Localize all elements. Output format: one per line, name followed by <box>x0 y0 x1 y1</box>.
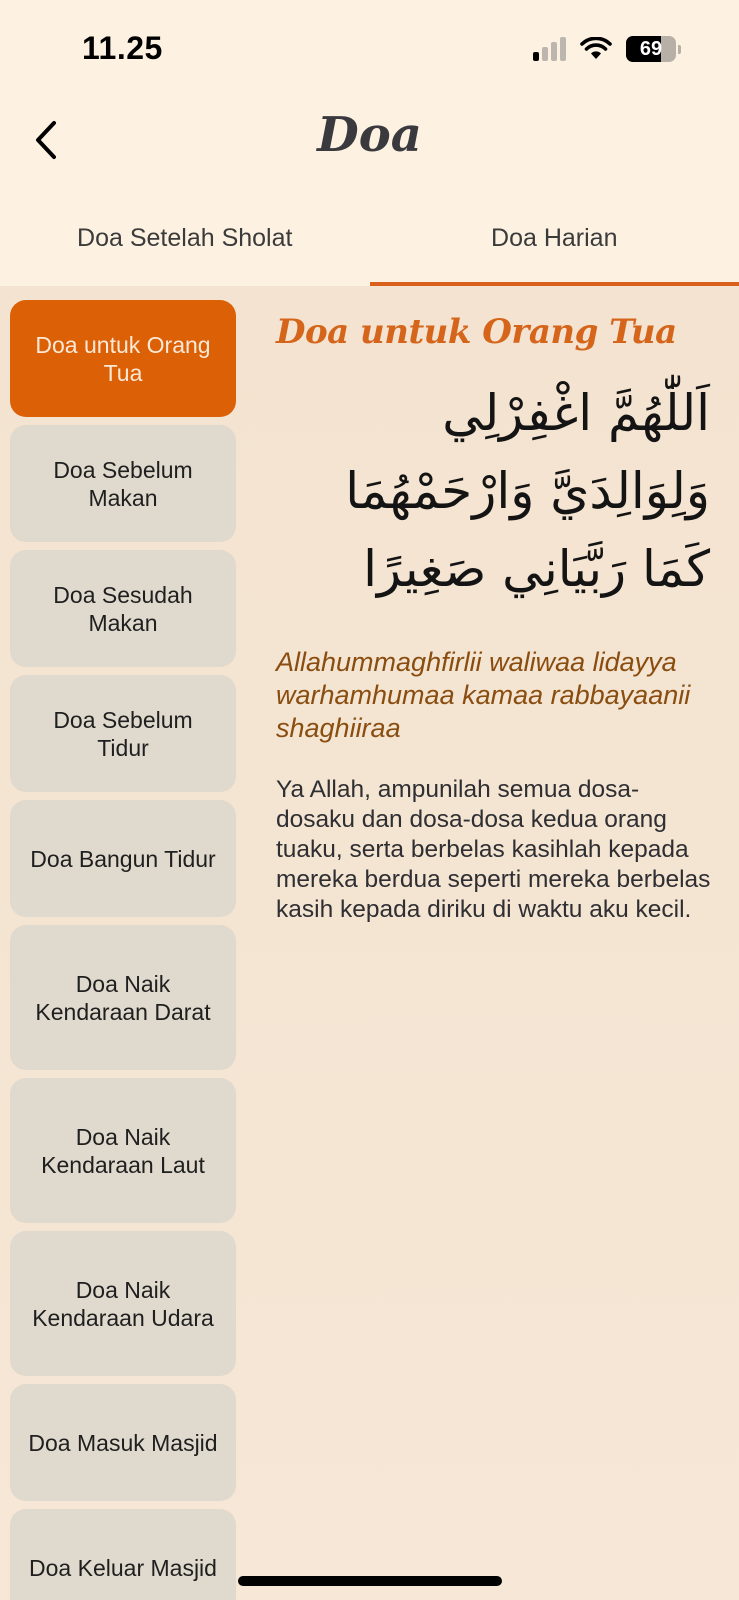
sidebar-item-doa-bangun-tidur[interactable]: Doa Bangun Tidur <box>10 800 236 917</box>
latin-transliteration: Allahummaghfirlii waliwaa lidayya warhamhumaa kamaa rabbayaanii shaghiiraa <box>276 647 691 743</box>
status-bar <box>0 0 739 95</box>
tab-doa-setelah-sholat[interactable]: Doa Setelah Sholat <box>77 224 293 252</box>
tab-bar <box>0 200 739 286</box>
sidebar-item-doa-sesudah-makan[interactable]: Doa Sesudah Makan <box>10 550 236 667</box>
sidebar-item-doa-masuk-masjid[interactable]: Doa Masuk Masjid <box>10 1384 236 1501</box>
content-area <box>0 286 739 1600</box>
navigation-bar <box>0 95 739 195</box>
sidebar-item-doa-sebelum-tidur[interactable]: Doa Sebelum Tidur <box>10 675 236 792</box>
status-time: 11.25 <box>82 30 163 66</box>
sidebar-item-doa-naik-kendaraan-udara[interactable]: Doa Naik Kendaraan Udara <box>10 1231 236 1376</box>
doa-detail <box>276 312 716 925</box>
page-title: Doa <box>317 107 422 163</box>
cellular-signal-icon <box>533 37 566 61</box>
arabic-text: اَللّٰهُمَّ اغْفِرْلِي وَلِوَالِدَيَّ وَارْحَمْهُمَا كَمَا رَبَّيَانِي صَغِيرًا <box>345 384 710 598</box>
home-indicator[interactable] <box>238 1576 502 1586</box>
sidebar-item-doa-keluar-masjid[interactable]: Doa Keluar Masjid <box>10 1509 236 1600</box>
tab-doa-harian[interactable]: Doa Harian <box>370 200 739 286</box>
sidebar-item-doa-sebelum-makan[interactable]: Doa Sebelum Makan <box>10 425 236 542</box>
wifi-icon <box>580 37 612 61</box>
status-icons <box>533 36 681 62</box>
battery-icon <box>626 36 676 62</box>
sidebar-item-doa-naik-kendaraan-darat[interactable]: Doa Naik Kendaraan Darat <box>10 925 236 1070</box>
doa-list-sidebar <box>10 300 236 1600</box>
sidebar-item-doa-untuk-orang-tua[interactable]: Doa untuk Orang Tua <box>10 300 236 417</box>
doa-title: Doa untuk Orang Tua <box>276 312 677 352</box>
battery-tip <box>678 45 681 54</box>
translation-text: Ya Allah, ampunilah semua dosa-dosaku dan dosa-dosa kedua orang tuaku, serta berbelas kasihlah kepada mereka berdua seperti mereka berbelas kasih kepada diriku di waktu aku kecil. <box>276 776 711 923</box>
battery-level: 69 <box>639 37 663 60</box>
sidebar-item-doa-naik-kendaraan-laut[interactable]: Doa Naik Kendaraan Laut <box>10 1078 236 1223</box>
